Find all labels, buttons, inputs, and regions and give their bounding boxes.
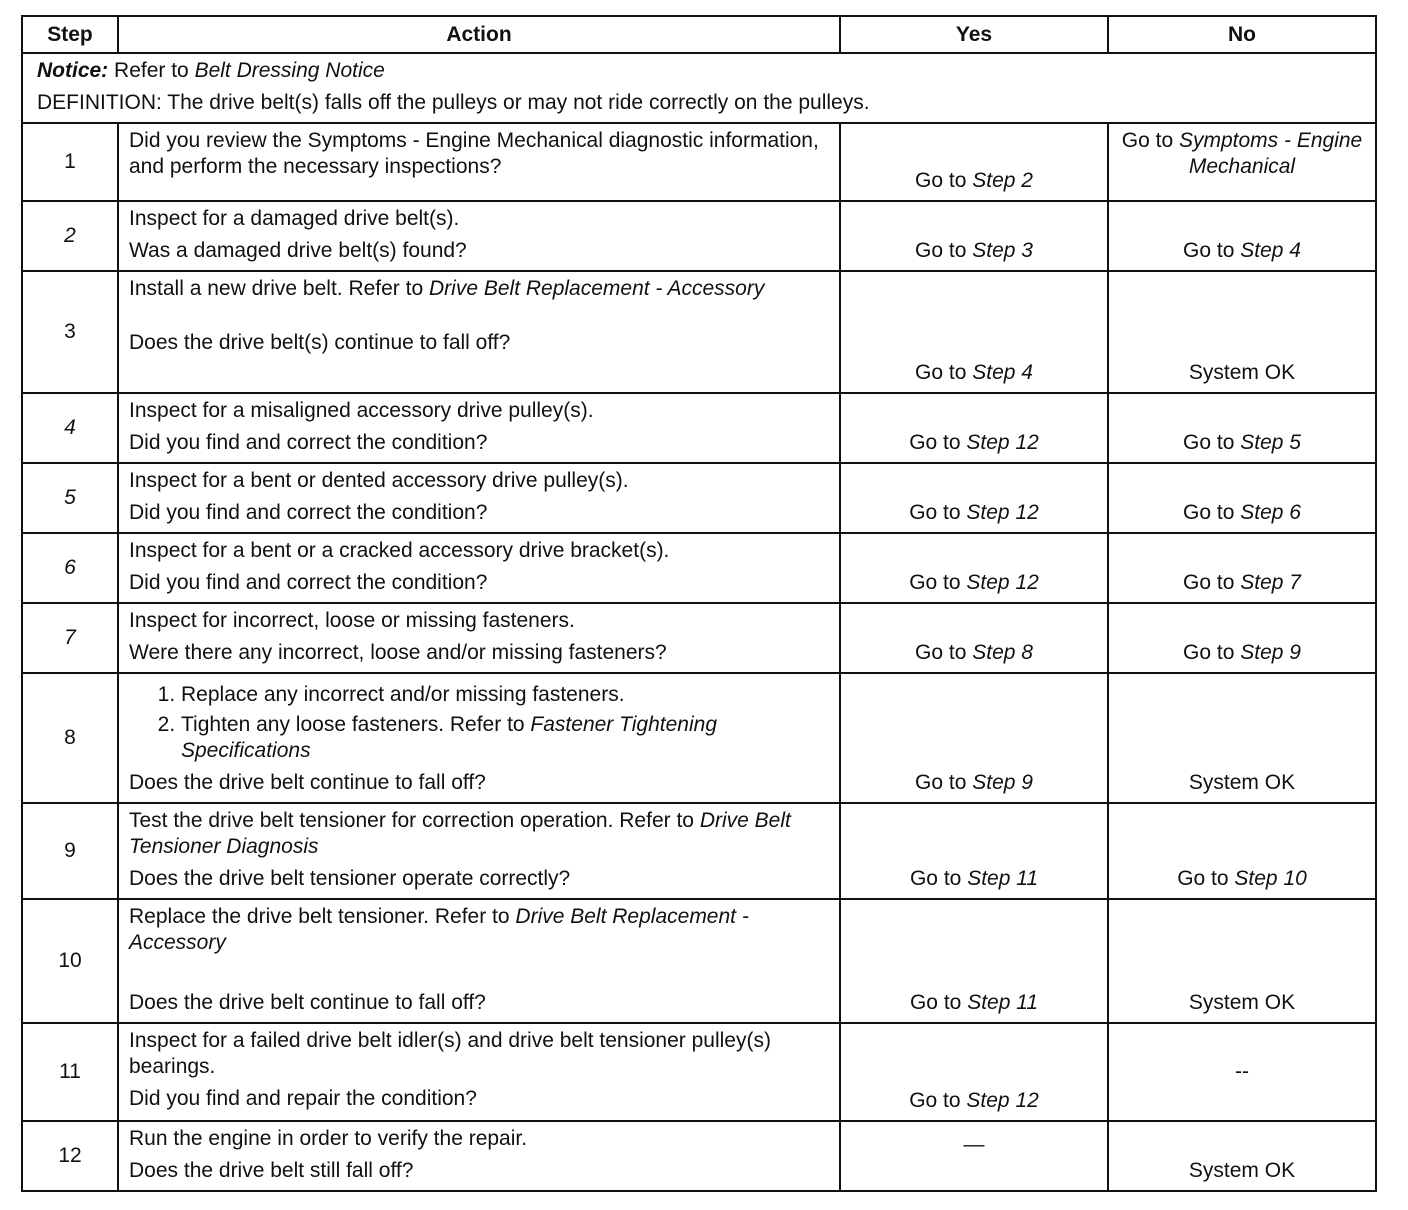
action-cell <box>118 899 840 1023</box>
list-item-text: Tighten any loose fasteners. Refer to <box>181 713 525 736</box>
yes-text: Go to <box>909 867 962 890</box>
yes-link[interactable]: Step 2 <box>972 169 1033 192</box>
no-link[interactable]: Step 4 <box>1240 239 1301 262</box>
notice-link[interactable]: Belt Dressing Notice <box>194 59 385 82</box>
table-row <box>22 1121 1376 1191</box>
action-text: Replace the drive belt tensioner. Refer to <box>129 905 510 928</box>
yes-cell <box>840 463 1108 533</box>
header-no: No <box>1108 16 1376 53</box>
no-text: Go to <box>1177 867 1229 890</box>
definition-text: DEFINITION: The drive belt(s) falls off the pulleys or may not ride correctly on the pulleys. <box>37 91 870 114</box>
yes-cell: — <box>840 1121 1108 1191</box>
no-cell: System OK <box>1108 1121 1376 1191</box>
table-row <box>22 271 1376 393</box>
action-text: Test the drive belt tensioner for correction operation. Refer to <box>129 809 694 832</box>
no-text: Go to <box>1121 129 1174 152</box>
yes-text: Go to <box>909 431 961 454</box>
notice-label: Notice: <box>37 59 109 82</box>
question-text: Was a damaged drive belt(s) found? <box>129 239 467 262</box>
question-text: Did you find and correct the condition? <box>129 431 488 454</box>
list-item <box>181 712 829 764</box>
question-text: Did you find and correct the condition? <box>129 571 488 594</box>
no-cell <box>1108 393 1376 463</box>
action-cell <box>118 803 840 899</box>
action-text: Inspect for incorrect, loose or missing fasteners. <box>129 609 575 632</box>
action-cell <box>118 1023 840 1121</box>
header-yes: Yes <box>840 16 1108 53</box>
step-number: 6 <box>22 533 118 603</box>
yes-link[interactable]: Step 11 <box>967 867 1039 890</box>
action-cell <box>118 673 840 803</box>
no-cell <box>1108 463 1376 533</box>
yes-text: Go to <box>915 771 967 794</box>
question-text: Does the drive belt still fall off? <box>129 1159 414 1182</box>
question-text: Does the drive belt tensioner operate correctly? <box>129 867 571 890</box>
no-text: Go to <box>1183 501 1235 524</box>
no-cell <box>1108 533 1376 603</box>
table-row <box>22 673 1376 803</box>
action-cell <box>118 393 840 463</box>
yes-link[interactable]: Step 8 <box>972 641 1033 664</box>
no-cell <box>1108 803 1376 899</box>
diagnostic-table <box>21 15 1377 1192</box>
table-row <box>22 201 1376 271</box>
notice-row <box>22 53 1376 123</box>
action-text: Did you review the Symptoms - Engine Mechanical diagnostic information, and perform the necessary inspections? <box>129 129 819 178</box>
no-link[interactable]: Step 6 <box>1240 501 1301 524</box>
yes-cell <box>840 123 1108 201</box>
notice-cell <box>22 53 1376 123</box>
no-cell: System OK <box>1108 899 1376 1023</box>
step-number: 5 <box>22 463 118 533</box>
notice-text: Refer to <box>114 59 189 82</box>
action-text: Install a new drive belt. Refer to <box>129 277 424 300</box>
yes-text: Go to <box>909 501 961 524</box>
table-row <box>22 123 1376 201</box>
action-link[interactable]: Fastener Tightening Specifications <box>181 713 718 762</box>
step-number: 10 <box>22 899 118 1023</box>
action-cell <box>118 1121 840 1191</box>
action-cell <box>118 603 840 673</box>
yes-text: Go to <box>909 1089 961 1112</box>
no-text: Go to <box>1183 239 1235 262</box>
yes-cell <box>840 393 1108 463</box>
table-row <box>22 899 1376 1023</box>
table-row <box>22 393 1376 463</box>
yes-text: Go to <box>915 239 967 262</box>
table-row <box>22 803 1376 899</box>
step-number: 1 <box>22 123 118 201</box>
step-number: 4 <box>22 393 118 463</box>
yes-link[interactable]: Step 12 <box>966 571 1039 594</box>
action-cell <box>118 533 840 603</box>
no-cell: System OK <box>1108 271 1376 393</box>
no-cell: System OK <box>1108 673 1376 803</box>
no-link[interactable]: Symptoms - Engine Mechanical <box>1178 129 1363 178</box>
yes-link[interactable]: Step 4 <box>972 361 1033 384</box>
action-link[interactable]: Drive Belt Replacement - Accessory <box>429 277 765 300</box>
no-cell: -- <box>1108 1023 1376 1121</box>
no-link[interactable]: Step 10 <box>1234 867 1307 890</box>
yes-link[interactable]: Step 12 <box>966 501 1039 524</box>
yes-cell <box>840 899 1108 1023</box>
action-text: Inspect for a bent or a cracked accessory drive bracket(s). <box>129 539 670 562</box>
action-text: Inspect for a misaligned accessory drive pulley(s). <box>129 399 594 422</box>
action-cell <box>118 201 840 271</box>
header-step: Step <box>22 16 118 53</box>
yes-cell <box>840 271 1108 393</box>
step-number: 9 <box>22 803 118 899</box>
question-text: Did you find and repair the condition? <box>129 1087 477 1110</box>
action-list <box>129 682 829 764</box>
action-cell <box>118 271 840 393</box>
no-link[interactable]: Step 5 <box>1240 431 1301 454</box>
yes-cell <box>840 673 1108 803</box>
action-link[interactable]: Drive Belt Replacement - Accessory <box>129 905 749 954</box>
action-text: Run the engine in order to verify the repair. <box>129 1127 528 1150</box>
yes-text: Go to <box>915 361 967 384</box>
table-row <box>22 603 1376 673</box>
list-item: 1. Replace any incorrect and/or missing fasteners. <box>181 682 829 708</box>
yes-cell <box>840 603 1108 673</box>
no-text: Go to <box>1183 641 1235 664</box>
question-text: Does the drive belt(s) continue to fall off? <box>129 331 511 354</box>
header-action: Action <box>118 16 840 53</box>
yes-cell <box>840 1023 1108 1121</box>
no-cell <box>1108 603 1376 673</box>
yes-link[interactable]: Step 12 <box>966 1089 1039 1112</box>
step-number: 7 <box>22 603 118 673</box>
no-text: Go to <box>1183 571 1235 594</box>
yes-link[interactable]: Step 9 <box>972 771 1033 794</box>
step-number: 12 <box>22 1121 118 1191</box>
yes-text: Go to <box>915 169 967 192</box>
table-row <box>22 1023 1376 1121</box>
no-link[interactable]: Step 9 <box>1240 641 1301 664</box>
yes-link[interactable]: Step 11 <box>967 991 1039 1014</box>
table-row <box>22 533 1376 603</box>
step-number: 11 <box>22 1023 118 1121</box>
yes-link[interactable]: Step 3 <box>972 239 1033 262</box>
question-text: Were there any incorrect, loose and/or missing fasteners? <box>129 641 667 664</box>
question-text: Did you find and correct the condition? <box>129 501 488 524</box>
yes-cell <box>840 803 1108 899</box>
yes-text: Go to <box>915 641 967 664</box>
step-number: 3 <box>22 271 118 393</box>
action-cell <box>118 463 840 533</box>
yes-cell <box>840 533 1108 603</box>
yes-cell <box>840 201 1108 271</box>
no-text: Go to <box>1183 431 1235 454</box>
no-cell <box>1108 201 1376 271</box>
yes-link[interactable]: Step 12 <box>966 431 1039 454</box>
no-link[interactable]: Step 7 <box>1240 571 1301 594</box>
action-link[interactable]: Drive Belt Tensioner Diagnosis <box>129 809 791 858</box>
question-text: Does the drive belt continue to fall off? <box>129 771 486 794</box>
action-text: Inspect for a damaged drive belt(s). <box>129 207 460 230</box>
table-row <box>22 463 1376 533</box>
yes-text: Go to <box>909 991 962 1014</box>
no-cell <box>1108 123 1376 201</box>
question-text: Does the drive belt continue to fall off? <box>129 991 486 1014</box>
action-text: Inspect for a failed drive belt idler(s) and drive belt tensioner pulley(s) bearings. <box>129 1029 771 1078</box>
action-text: Inspect for a bent or dented accessory drive pulley(s). <box>129 469 629 492</box>
yes-text: Go to <box>909 571 961 594</box>
step-number: 2 <box>22 201 118 271</box>
step-number: 8 <box>22 673 118 803</box>
header-row <box>22 16 1376 53</box>
action-cell <box>118 123 840 201</box>
